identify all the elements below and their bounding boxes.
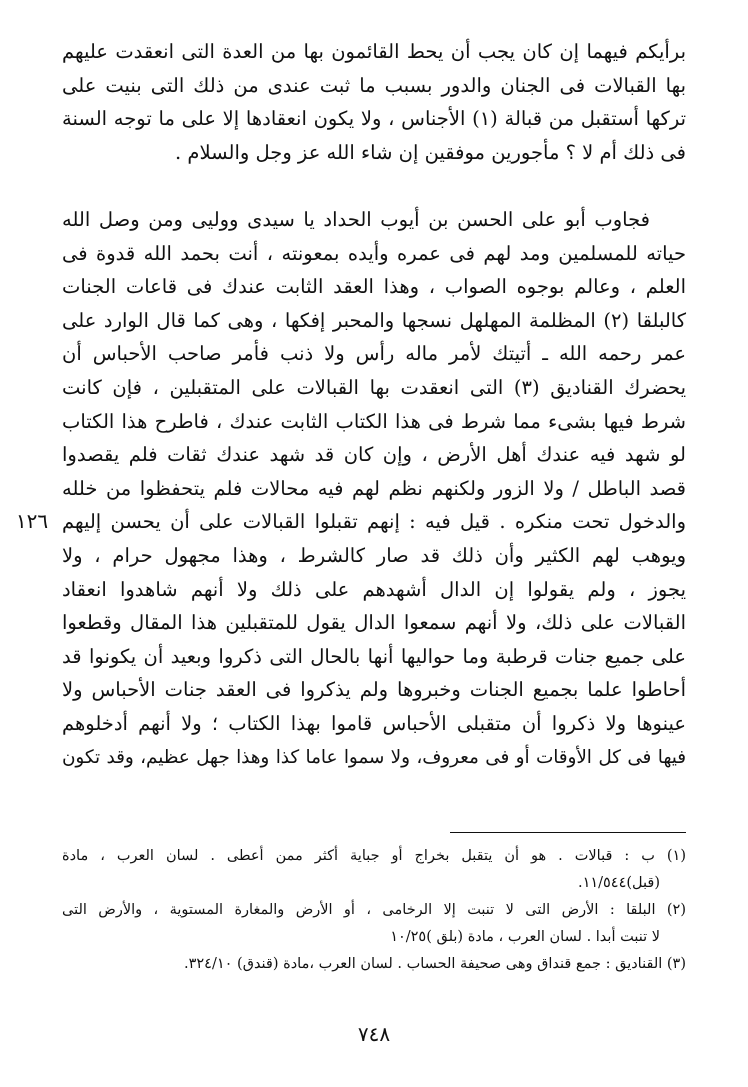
text-line: فى ذلك أم لا ؟ مأجورين موفقين إن شاء الله عز وجل والسلام .: [175, 140, 686, 164]
footnote-line: (قبل)١١/٥٤٤.: [577, 875, 660, 891]
text-line: فجاوب أبو على الحسن بن أيوب الحداد يا سيدى ووليى ومن وصل الله: [62, 208, 650, 231]
text-line: ويوهب لهم الكثير وأن ذلك قد صار كالشرط ، وهذا مجهول حرام ، ولا: [62, 543, 686, 567]
text-line: لو شهد فيه عندك أهل الأرض ، وإن كان قد شهد عندك ثقات فلم يقصدوا: [62, 443, 686, 467]
text-line: فيها فى كل الأوقات أو فى معروف، ولا سموا عاما كذا وهذا جهل عظيم، وقد تكون: [62, 746, 686, 768]
text-line: يحضرك القناديق (٣) التى انعقدت بها القبالات على المتقبلين ، فإن كانت: [62, 375, 686, 399]
footnote-line: (١) ب : قبالات . هو أن يتقبل بخراج أو جباية أكثر ممن أعطى . لسان العرب ، مادة: [62, 848, 686, 864]
text-line: يجوز ، ولم يقولوا إن الدال أشهدهم على ذلك ولا أنهم شاهدوا انعقاد: [62, 577, 686, 601]
text-line: القبالات على ذلك، ولا أنهم سمعوا الدال يقول للمتقبلين هذا المقال وقطعوا: [62, 611, 686, 635]
page-number: ٧٤٨: [357, 1022, 391, 1046]
text-line: حياته للمسلمين ومد لهم فى عمره وأيده بمعونته ، أنت بحمد الله قدوة فى: [62, 241, 686, 265]
text-line: والدخول تحت منكره . قيل فيه : إنهم تقبلوا القبالات على أن يحسن إليهم: [62, 510, 686, 534]
text-line: على جميع جنات قرطبة وما حواليها أنها بالحال التى ذكروا وبعيد أن يكونوا قد: [62, 644, 686, 668]
text-line: كالبلقا (٢) المظلمة المهلهل نسجها والمحبر إفكها ، وهى كما قال الوارد على: [62, 308, 687, 332]
footnote-line: لا تنبت أبدا . لسان العرب ، مادة (بلق )١٠/٢٥: [390, 929, 660, 945]
text-line: العلم ، وعالم بوجوه الصواب ، وهذا العقد الثابت عندك فى قاعات الجنات: [62, 275, 686, 299]
text-line: عينوها ولا ذكروا أن متقبلى الأحباس قاموا بهذا الكتاب ؛ ولا أنهم أدخلوهم: [62, 711, 686, 735]
text-line: شرط فيها بشىء مما شرط فى هذا الكتاب الثابت عندك ، فاطرح هذا الكتاب: [62, 409, 686, 433]
footnote-line: (٣) القناديق : جمع قنداق وهى صحيفة الحساب . لسان العرب ،مادة (قندق) ٣٢٤/١٠.: [183, 956, 686, 972]
text-line: قصد الباطل / ولا الزور ولكنهم نظم لهم فيه محالات فلم يتحفظوا من خلله: [62, 476, 686, 500]
footnotes: [62, 843, 686, 978]
footnote-separator: [450, 832, 686, 833]
text-line: عمر رحمه الله ـ أتيتك لأمر ماله رأس ولا ذنب فأمر صاحب الأحباس أن: [62, 342, 686, 366]
text-line: أحاطوا علما بجميع الجنات وخبروها ولم يذكروا فى العقد جنات الأحباس ولا: [62, 678, 686, 702]
manuscript-folio-number: ١٢٦: [15, 509, 49, 533]
text-line: برأيكم فيهما إن كان يجب أن يحط القائمون بها من العدة التى انعقدت عليهم: [62, 40, 686, 63]
paragraph-answer: [62, 203, 686, 774]
text-line: تركها أستقبل من قبالة (١) الأجناس ، ولا يكون انعقادها إلا على ما توجه السنة: [62, 107, 687, 131]
paragraph-question: [62, 35, 686, 169]
text-line: بها القبالات فى الجنان والدور بسبب ما ثبت عندى من ذلك التى بنيت على: [62, 73, 686, 97]
footnote-line: (٢) البلقا : الأرض التى لا تنبت إلا الرخامى ، أو الأرض والمغارة المستوية ، والأرض التى: [62, 902, 686, 918]
